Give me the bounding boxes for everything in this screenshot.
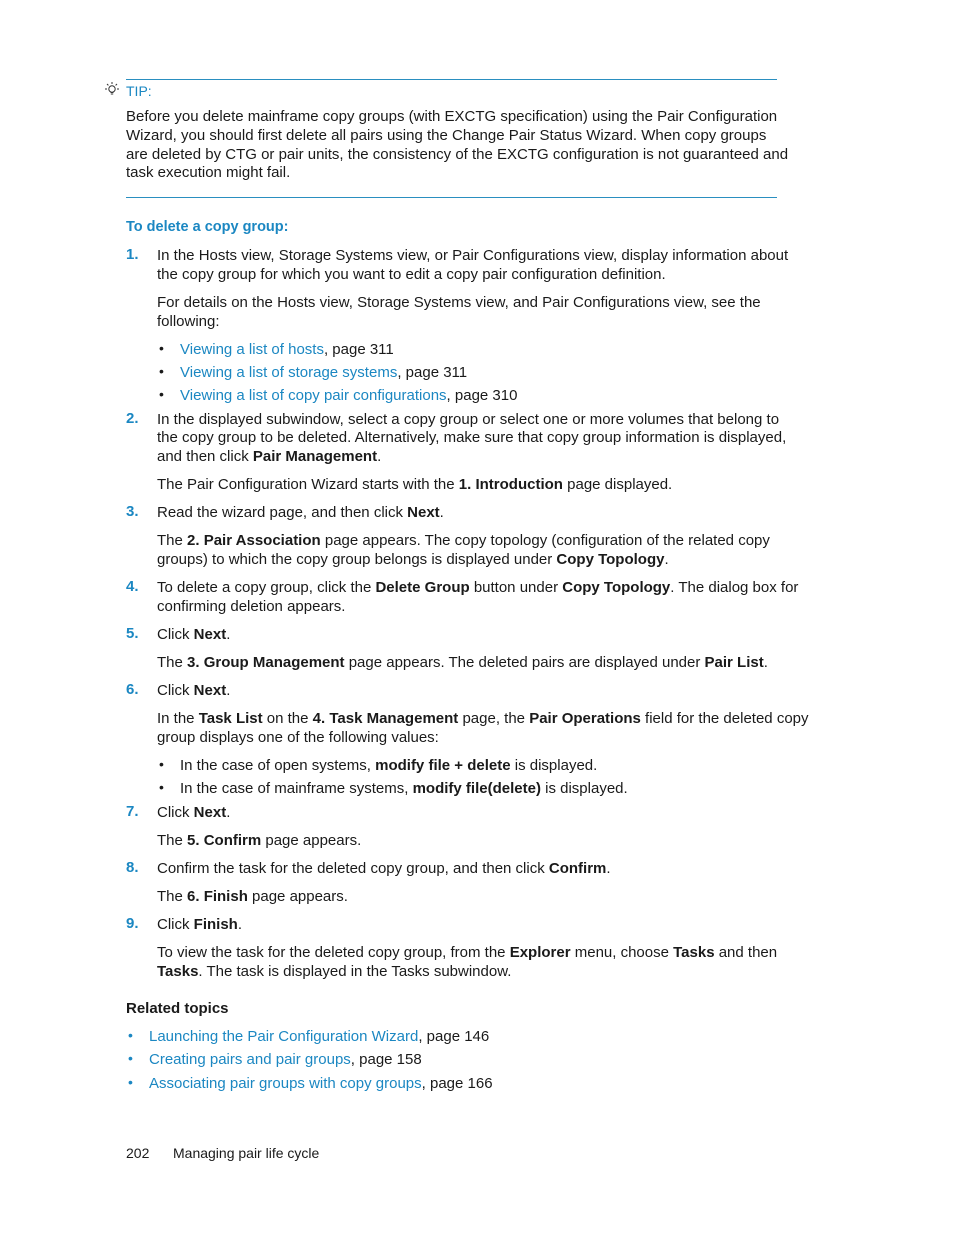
step-7-result [157,831,361,850]
related-item [149,1074,493,1093]
link-associating-pair-groups[interactable]: Associating pair groups with copy groups [149,1075,422,1092]
step-number: 6. [126,681,139,698]
text-run: page, the [458,710,530,727]
ui-term: Next [407,504,440,521]
lightbulb-icon [103,81,121,99]
ui-term: Delete Group [375,579,470,596]
ui-term: Next [193,626,227,643]
text-run: and then [714,944,778,961]
step-4-text-line-1 [157,578,798,597]
step-2-text-line-3 [157,447,381,466]
step-7-text [157,803,230,822]
footer-section-title: Managing pair life cycle [173,1145,320,1161]
text-run: . [377,448,382,465]
ui-term: Confirm [548,860,607,877]
text-run: In the case of open systems, [180,757,376,774]
text-run: . [664,551,669,568]
step-9-result-line-2 [157,962,511,981]
page-reference: , page 166 [421,1075,493,1092]
text-run: . [606,860,611,877]
step-2-text-line-1: In the displayed subwindow, select a copy group or select one or more volumes that belong to [157,411,780,428]
related-item [149,1050,422,1069]
bullet-icon: • [159,363,164,379]
link-viewing-storage-systems[interactable]: Viewing a list of storage systems [180,364,398,381]
tip-text-line-3: are deleted by CTG or pair units, the consistency of the EXCTG configuration is not guaranteed and [126,146,789,163]
ui-term: 3. Group Management [187,654,345,671]
step-3-result-line-2 [157,550,669,569]
step-6-result-line-1 [157,709,809,728]
list-item [180,756,597,775]
tip-bottom-rule [126,197,777,198]
link-launching-wizard[interactable]: Launching the Pair Configuration Wizard [149,1028,419,1045]
tip-top-rule [126,79,777,80]
step-2-result [157,475,672,494]
text-run: Click [157,682,194,699]
step-1-text-line-1: In the Hosts view, Storage Systems view, or Pair Configurations view, display information about [157,247,789,264]
step-number: 2. [126,410,139,427]
ui-term: Pair List [704,654,764,671]
step-4-text-line-2: confirming deletion appears. [157,598,346,615]
ui-term: 5. Confirm [187,832,262,849]
bullet-icon: • [159,779,164,795]
text-run: Click [157,626,194,643]
ui-term: Next [193,804,227,821]
text-run: In the case of mainframe systems, [180,780,413,797]
step-8-text [157,859,611,878]
bullet-icon: • [159,340,164,356]
ui-term: Next [193,682,227,699]
link-creating-pairs[interactable]: Creating pairs and pair groups [149,1051,351,1068]
ui-term: Explorer [509,944,571,961]
step-8-result [157,887,348,906]
text-run: To delete a copy group, click the [157,579,376,596]
page-reference: , page 311 [323,341,394,358]
bullet-icon: • [159,756,164,772]
related-topics-heading: Related topics [126,1000,229,1017]
text-run: Click [157,916,194,933]
text-run: button under [469,579,563,596]
bullet-icon: • [128,1027,133,1043]
page-number: 202 [126,1145,150,1161]
text-run: To view the task for the deleted copy group, from the [157,944,510,961]
step-2-text-line-2: the copy group to be deleted. Alternatively, make sure that copy group information is displayed, [157,429,787,446]
ui-term: modify file(delete) [412,780,541,797]
list-item [180,386,517,405]
text-run: page appears. The deleted pairs are displayed under [344,654,705,671]
ui-term: 4. Task Management [312,710,459,727]
text-run: In the [157,710,199,727]
step-number: 8. [126,859,139,876]
text-run: page appears. [247,888,348,905]
step-1-detail-line-2: following: [157,313,220,330]
step-number: 9. [126,915,139,932]
text-run: . [226,626,231,643]
step-9-text [157,915,242,934]
step-number: 5. [126,625,139,642]
step-3-result-line-1 [157,531,770,550]
text-run: field for the deleted copy [640,710,809,727]
page-reference: , page 310 [446,387,518,404]
ui-term: Copy Topology [556,551,665,568]
text-run: The [157,654,188,671]
step-3-text [157,503,444,522]
list-item [180,363,467,382]
bullet-icon: • [159,386,164,402]
procedure-heading: To delete a copy group: [126,219,289,235]
step-5-result [157,653,768,672]
text-run: menu, choose [570,944,674,961]
page-reference: , page 311 [397,364,468,381]
page-reference: , page 158 [350,1051,422,1068]
step-9-result-line-1 [157,943,777,962]
text-run: . [237,916,243,933]
link-viewing-hosts[interactable]: Viewing a list of hosts [180,341,324,358]
step-number: 7. [126,803,139,820]
text-run: The [157,888,188,905]
step-1-detail-line-1: For details on the Hosts view, Storage Systems view, and Pair Configurations view, see the [157,294,761,311]
text-run: . [226,804,231,821]
tip-label: TIP: [126,83,152,99]
list-item [180,779,628,798]
text-run: . [763,654,768,671]
step-number: 3. [126,503,139,520]
ui-term: 2. Pair Association [187,532,321,549]
ui-term: Pair Operations [529,710,641,727]
list-item [180,340,394,359]
ui-term: modify file + delete [375,757,511,774]
link-viewing-copy-pair-configurations[interactable]: Viewing a list of copy pair configurations [180,387,447,404]
tip-text-line-4: task execution might fail. [126,164,291,181]
text-run: . [439,504,444,521]
text-run: . The task is displayed in the Tasks subwindow. [198,963,512,980]
step-1-text-line-2: the copy group for which you want to edit a copy pair configuration definition. [157,266,666,283]
text-run: and then click [157,448,253,465]
text-run: page displayed. [562,476,673,493]
tip-text-line-1: Before you delete mainframe copy groups (with EXCTG specification) using the Pair Configuration [126,108,778,125]
text-run: Read the wizard page, and then click [157,504,408,521]
tip-text-line-2: Wizard, you should first delete all pairs using the Change Pair Status Wizard. When copy groups [126,127,767,144]
step-6-result-line-2: group displays one of the following values: [157,729,439,746]
text-run: The [157,832,188,849]
step-number: 1. [126,246,139,263]
step-number: 4. [126,578,139,595]
related-item [149,1027,489,1046]
bullet-icon: • [128,1050,133,1066]
text-run: . The dialog box for [670,579,799,596]
text-run: on the [262,710,313,727]
text-run: is displayed. [540,780,628,797]
ui-term: Task List [198,710,263,727]
text-run: page appears. [261,832,362,849]
text-run: is displayed. [510,757,598,774]
ui-term: Tasks [673,944,715,961]
step-5-text [157,625,230,644]
ui-term: Finish [193,916,238,933]
ui-term: Copy Topology [562,579,671,596]
page-reference: , page 146 [418,1028,490,1045]
ui-term: 1. Introduction [458,476,563,493]
ui-term: Pair Management [252,448,378,465]
text-run: Confirm the task for the deleted copy group, and then click [157,860,549,877]
ui-term: 6. Finish [187,888,248,905]
text-run: . [226,682,231,699]
text-run: Click [157,804,194,821]
step-6-text [157,681,230,700]
text-run: page appears. The copy topology (configuration of the related copy [320,532,770,549]
text-run: The [157,532,188,549]
text-run: The Pair Configuration Wizard starts with the [157,476,459,493]
ui-term: Tasks [157,963,199,980]
bullet-icon: • [128,1074,133,1090]
text-run: groups) to which the copy group belongs is displayed under [157,551,557,568]
